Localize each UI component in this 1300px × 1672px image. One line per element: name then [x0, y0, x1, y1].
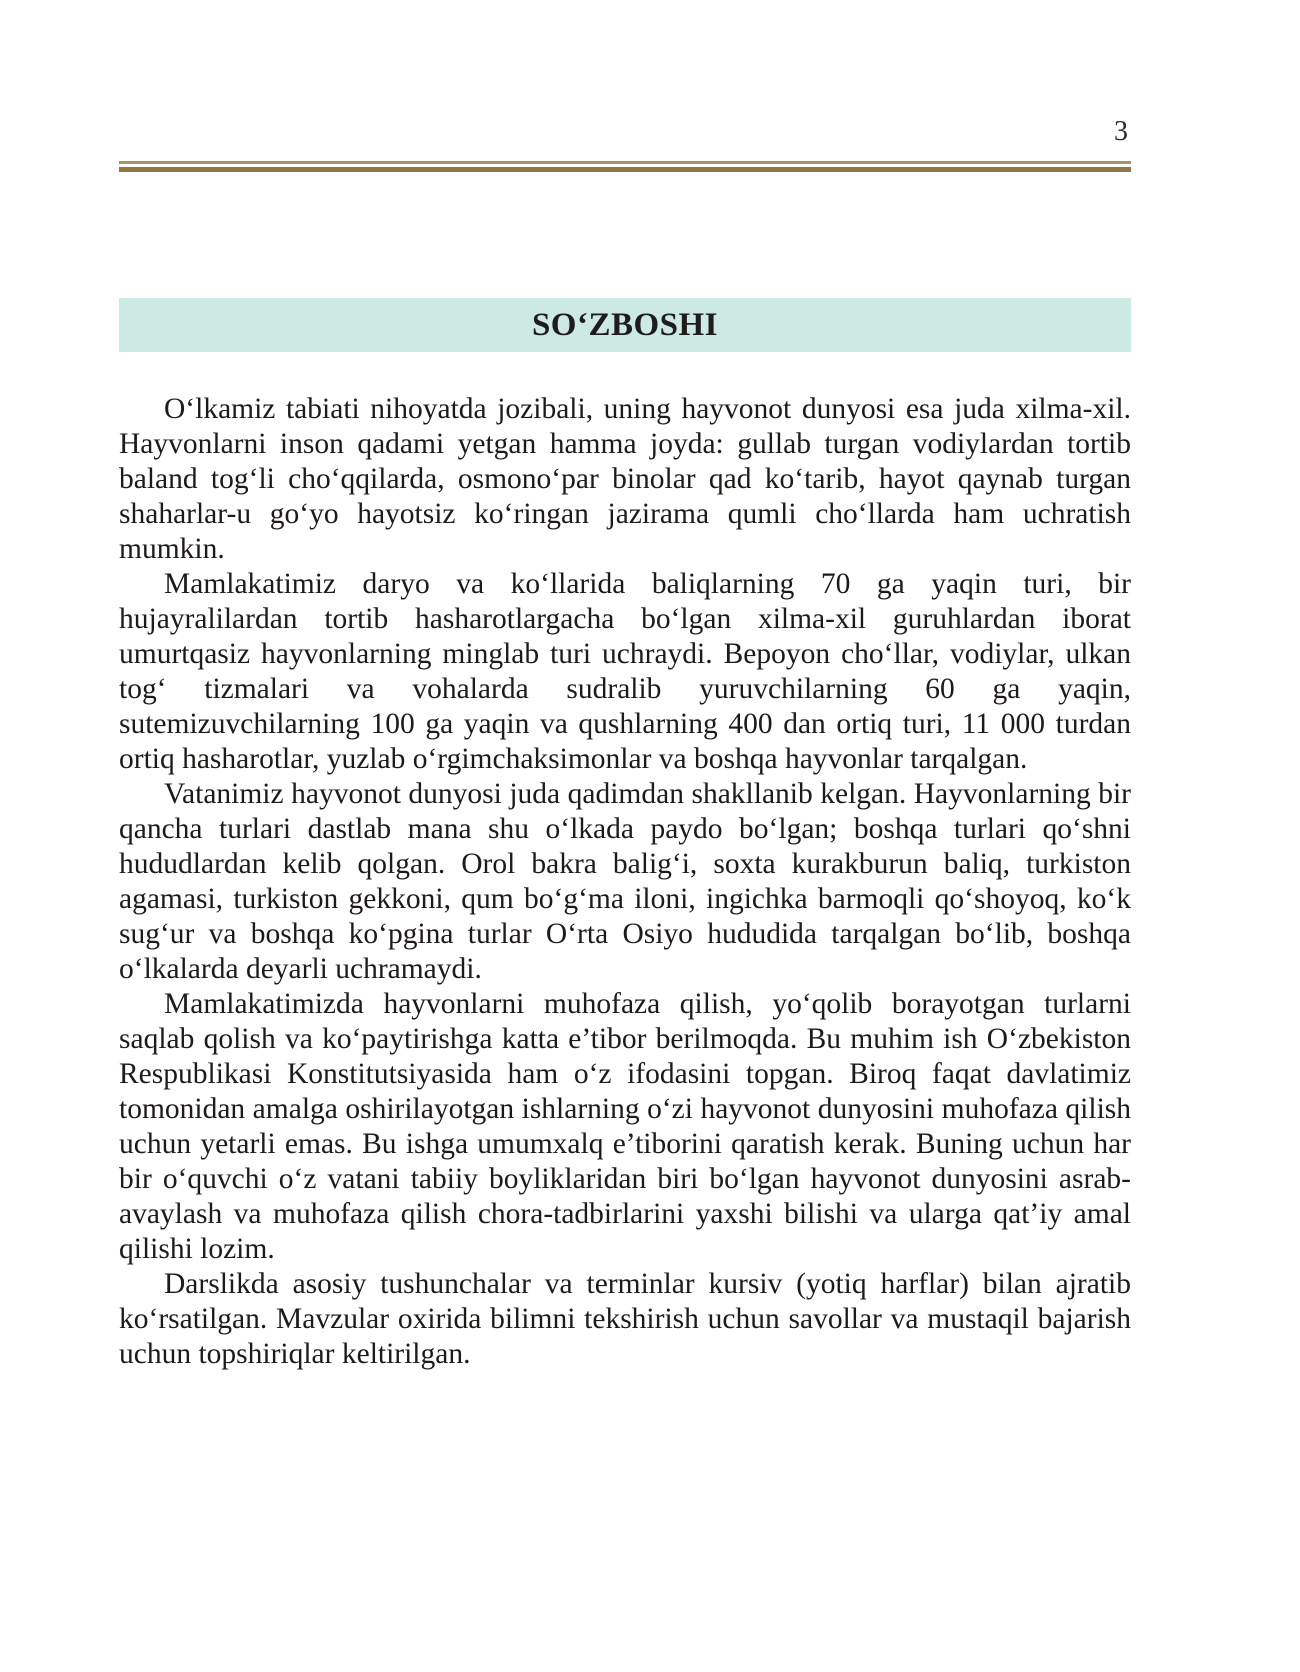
- paragraph-protection: Mamlakatimizda hayvonlarni muhofaza qilish, yo‘qolib borayotgan turlarni saqlab qolish va ko‘paytirishga katta e’tibor berilmoqda. Bu muhim ish O‘zbekiston Respublikasi Konstitutsiyasida ham o‘z ifodasini topgan. Biroq faqat davlatimiz tomonidan amalga oshirilayotgan ishlarning o‘zi hayvonot dunyosini muhofaza qilish uchun yetarli emas. Bu ishga umumxalq e’tiborini qaratish kerak. Buning uchun har bir o‘quvchi o‘z vatani tabiiy boyliklaridan biri bo‘lgan hayvonot dunyosini asrab-avaylash va muhofaza qilish chora-tadbirlarini yaxshi bilishi va ularga qat’iy amal qilishi lozim.: [119, 988, 1131, 1265]
- paragraph-species-counts: Mamlakatimiz daryo va ko‘llarida baliqlarning 70 ga yaqin turi, bir hujayralilardan tortib hasharotlargacha bo‘lgan xilma-xil guruhlardan iborat umurtqasiz hayvonlarning minglab turi uchraydi. Bepoyon cho‘llar, vodiylar, ulkan tog‘ tizmalari va vohalarda sudralib yuruvchilarning 60 ga yaqin, sutemizuvchilarning 100 ga yaqin va qushlarning 400 dan ortiq turi, 11 000 turdan ortiq hasharotlar, yuzlab o‘rgimchaksimonlar va boshqa hayvonlar tarqalgan.: [119, 568, 1131, 775]
- body-text: [119, 392, 1131, 1372]
- page-title: SO‘ZBOSHI: [531, 306, 719, 343]
- paragraph-intro: O‘lkamiz tabiati nihoyatda jozibali, uning hayvonot dunyosi esa juda xilma-xil. Hayvonlarni inson qadami yetgan hamma joyda: gullab turgan vodiylardan tortib baland tog‘li cho‘qqilarda, osmono‘par binolar qad ko‘tarib, hayot qaynab turgan shaharlar-u go‘yo hayotsiz ko‘ringan jazirama qumli cho‘llarda ham uchratish mumkin.: [119, 393, 1131, 565]
- title-band: [119, 298, 1131, 352]
- header-rule: [119, 161, 1131, 173]
- paragraph-endemics: Vatanimiz hayvonot dunyosi juda qadimdan shakllanib kelgan. Hayvonlarning bir qancha turlari dastlab mana shu o‘lkada paydo bo‘lgan; boshqa turlari qo‘shni hududlardan kelib qolgan. Orol bakra balig‘i, soxta kurakburun baliq, turkiston agamasi, turkiston gekkoni, qum bo‘g‘ma iloni, ingichka barmoqli qo‘shoyoq, ko‘k sug‘ur va boshqa ko‘pgina turlar O‘rta Osiyo hududida tarqalgan bo‘lib, boshqa o‘lkalarda deyarli uchramaydi.: [119, 778, 1131, 985]
- paragraph-textbook-notes: Darslikda asosiy tushunchalar va terminlar kursiv (yotiq harflar) bilan ajratib ko‘rsatilgan. Mavzular oxirida bilimni tekshirish uchun savollar va mustaqil bajarish uchun topshiriqlar keltirilgan.: [119, 1268, 1131, 1370]
- header-rule-thin-line: [119, 161, 1131, 164]
- header-rule-thick-line: [119, 167, 1131, 172]
- page-number: 3: [1114, 116, 1128, 147]
